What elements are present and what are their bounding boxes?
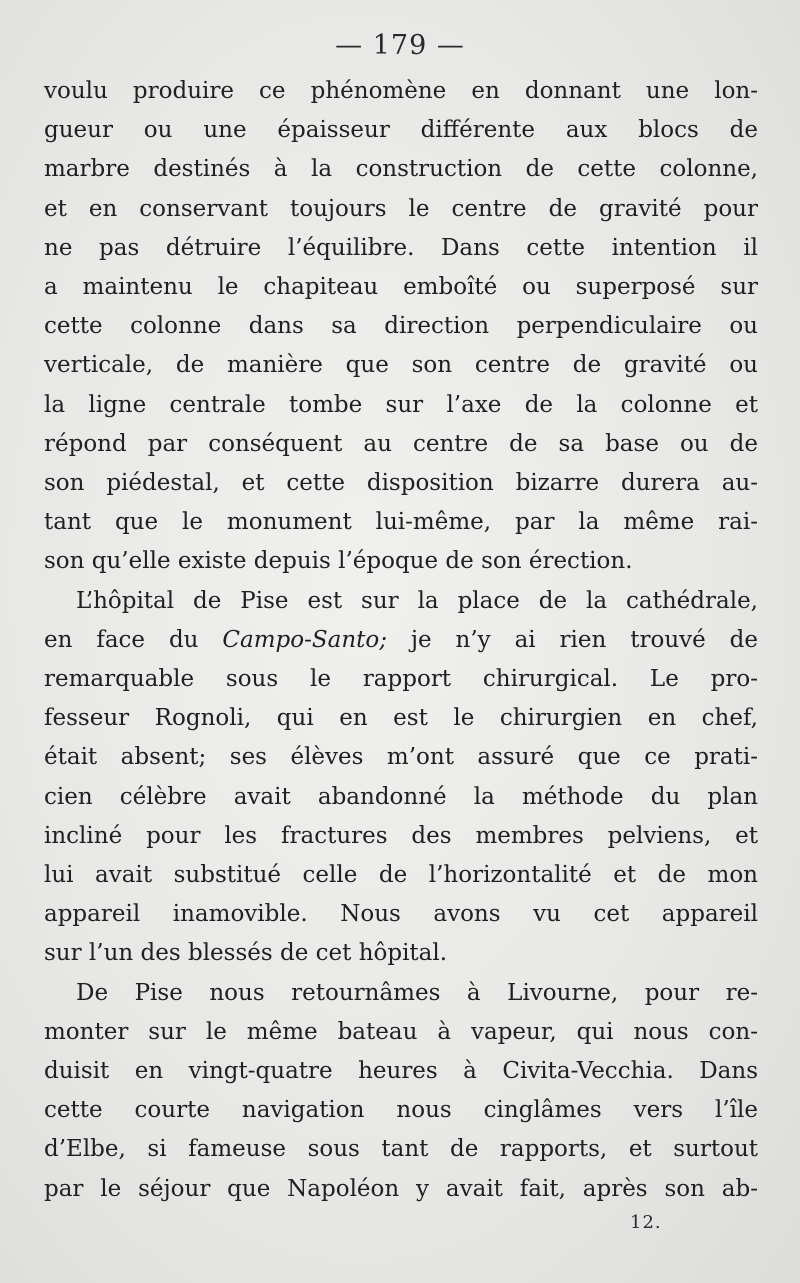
- text-line: répond par conséquent au centre de sa base ou de: [44, 430, 758, 457]
- text-line: L’hôpital de Pise est sur la place de la cathédrale,: [76, 587, 758, 614]
- text-line: d’Elbe, si fameuse sous tant de rapports, et surtout: [44, 1136, 758, 1163]
- text-line: sur l’un des blessés de cet hôpital.: [44, 940, 448, 967]
- text-line-with-italic: [44, 621, 758, 660]
- text-line: fesseur Rognoli, qui en est le chirurgien en chef,: [44, 705, 758, 732]
- text-line: son qu’elle existe depuis l’époque de son érection.: [44, 548, 633, 575]
- text-line: ne pas détruire l’équilibre. Dans cette intention il: [44, 234, 758, 261]
- page-number: — 179 —: [335, 30, 465, 61]
- text-line: et en conservant toujours le centre de gravité pour: [44, 195, 758, 222]
- text-line: gueur ou une épaisseur différente aux blocs de: [44, 117, 758, 144]
- text-line: cette courte navigation nous cinglâmes vers l’île: [44, 1097, 758, 1124]
- text-line: appareil inamovible. Nous avons vu cet appareil: [44, 901, 758, 928]
- text-line: marbre destinés à la construction de cette colonne,: [44, 156, 758, 183]
- text-line: De Pise nous retournâmes à Livourne, pour re-: [76, 979, 758, 1006]
- text-line: verticale, de manière que son centre de gravité ou: [44, 352, 758, 379]
- signature-mark: 12.: [630, 1212, 662, 1233]
- text-line: lui avait substitué celle de l’horizontalité et de mon: [44, 862, 758, 889]
- text-line: cien célèbre avait abandonné la méthode du plan: [44, 783, 758, 810]
- text-line: par le séjour que Napoléon y avait fait, après son ab-: [44, 1175, 758, 1202]
- text-line: a maintenu le chapiteau emboîté ou superposé sur: [44, 274, 758, 301]
- text-line: incliné pour les fractures des membres pelviens, et: [44, 822, 758, 849]
- paragraph-2: [44, 582, 758, 974]
- body-text: [44, 72, 758, 1209]
- text-run: je n’y ai rien trouvé de: [387, 626, 758, 653]
- text-line: remarquable sous le rapport chirurgical. Le pro-: [44, 666, 758, 693]
- text-line: la ligne centrale tombe sur l’axe de la colonne et: [44, 391, 758, 418]
- text-line: duisit en vingt-quatre heures à Civita-Vecchia. Dans: [44, 1058, 758, 1085]
- text-line: tant que le monument lui-même, par la même rai-: [44, 509, 758, 536]
- paragraph-3: [44, 974, 758, 1209]
- italic-place-name: Campo-Santo;: [222, 626, 387, 653]
- text-run: en face du: [44, 626, 223, 653]
- text-line: cette colonne dans sa direction perpendiculaire ou: [44, 313, 758, 340]
- text-line: était absent; ses élèves m’ont assuré que ce prati-: [44, 744, 758, 771]
- text-line: son piédestal, et cette disposition bizarre durera au-: [44, 470, 758, 497]
- text-line: monter sur le même bateau à vapeur, qui nous con-: [44, 1018, 758, 1045]
- text-line: voulu produire ce phénomène en donnant une lon-: [44, 78, 758, 104]
- paragraph-1: [44, 72, 758, 582]
